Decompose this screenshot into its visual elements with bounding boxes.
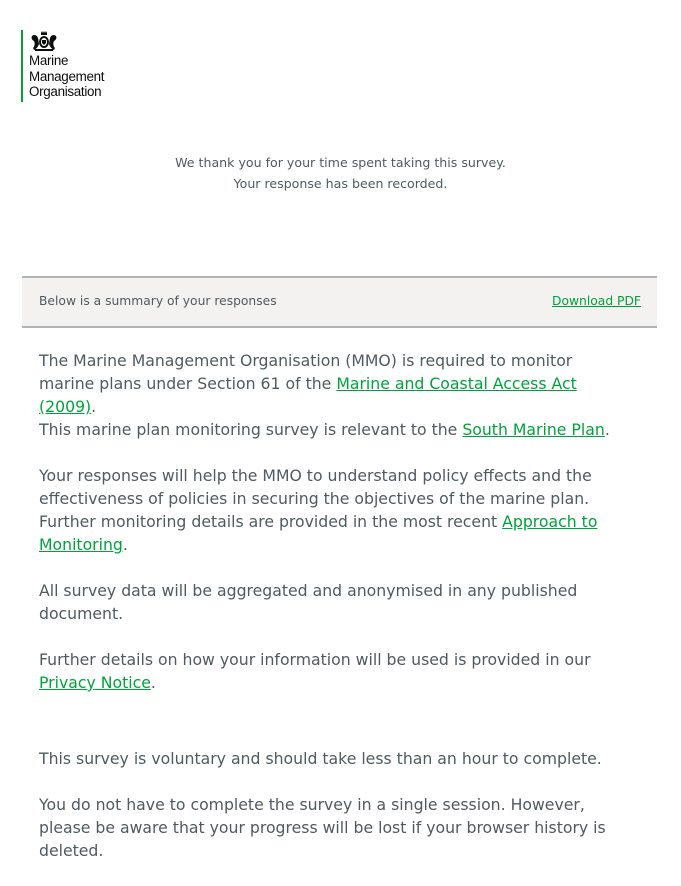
south-marine-plan-link[interactable]: South Marine Plan: [462, 420, 605, 439]
intro-paragraph-monitoring-text: Your responses will help the MMO to understand policy effects and the effectiveness of policies in securing the objectives of the marine plan. Further monitoring details are provided in the most recent: [39, 466, 592, 531]
privacy-notice-link[interactable]: Privacy Notice: [39, 673, 151, 692]
org-name-line3: Organisation: [29, 84, 102, 99]
intro-paragraph-privacy: [39, 648, 619, 694]
summary-bar: [22, 276, 657, 328]
intro-paragraph-data: All survey data will be aggregated and anonymised in any published document.: [39, 581, 578, 623]
intro-paragraph-legal-text: The Marine Management Organisation (MMO) is required to monitor marine plans under Section 61 of the: [39, 351, 573, 393]
survey-intro: [39, 349, 619, 862]
confirmation-message: [0, 152, 681, 194]
summary-label: Below is a summary of your responses: [39, 294, 277, 308]
intro-paragraph-privacy-text: Further details on how your information will be used is provided in our: [39, 650, 591, 669]
intro-paragraph-legal: [39, 349, 619, 418]
period: .: [91, 397, 97, 416]
org-name-line2: Management: [29, 68, 105, 84]
intro-paragraph-plan-text: This marine plan monitoring survey is relevant to the: [39, 420, 463, 439]
intro-paragraph-monitoring: [39, 464, 619, 556]
royal-crest-icon: [30, 30, 58, 52]
org-name-line1: Marine: [29, 53, 69, 68]
confirmation-line2: Your response has been recorded.: [233, 176, 448, 191]
intro-paragraph-plan: [39, 418, 619, 441]
period: .: [604, 420, 610, 439]
intro-paragraph-session: You do not have to complete the survey in a single session. However, please be aware that your progress will be lost if your browser history is deleted.: [39, 795, 606, 860]
period: .: [122, 535, 128, 554]
period: .: [150, 673, 156, 692]
marine-coastal-access-act-link[interactable]: Marine and Coastal Access Act (2009): [39, 374, 577, 416]
org-name: [29, 53, 104, 100]
download-pdf-link[interactable]: Download PDF: [552, 294, 641, 308]
confirmation-line1: We thank you for your time spent taking this survey.: [175, 155, 506, 170]
intro-paragraph-voluntary: This survey is voluntary and should take less than an hour to complete.: [39, 749, 602, 768]
mmo-logo: [21, 30, 104, 102]
approach-to-monitoring-link[interactable]: Approach to Monitoring: [39, 512, 598, 554]
